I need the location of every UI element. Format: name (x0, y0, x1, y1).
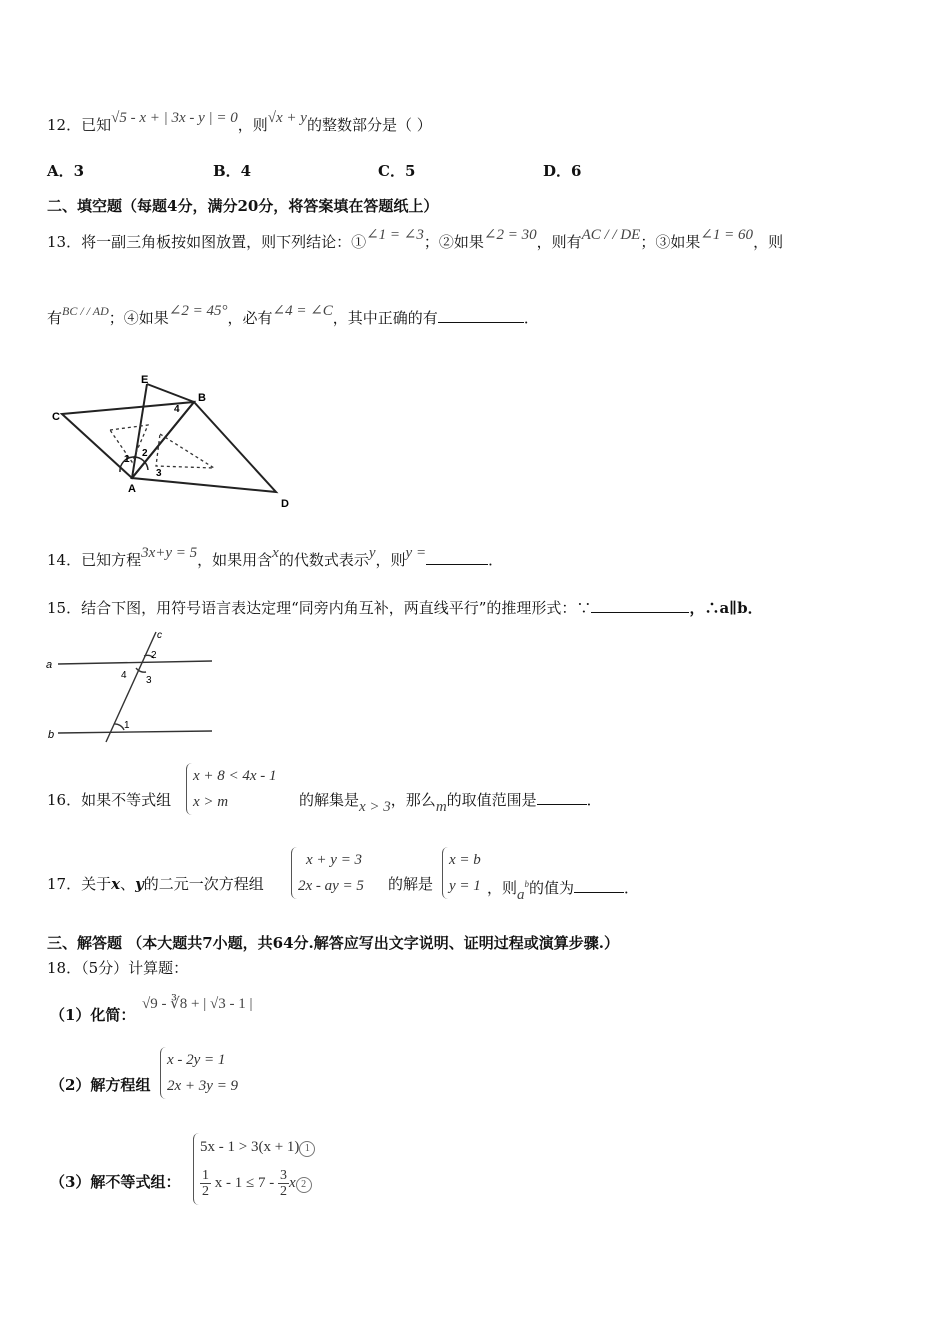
fig15-label-1: 1 (124, 720, 130, 731)
q18-part3-label: （3）解不等式组： (50, 1173, 181, 1191)
q16-answer-blank (537, 790, 587, 805)
q13-line2: 有$^{BC / / AD}$；④如果∠2 = 45°，必有∠4 = ∠C，其中正确的有 ． (47, 303, 539, 327)
q17-system-1: x + y = 3 2x - ay = 5 (291, 847, 364, 899)
q12-option-b: B．4 (213, 162, 252, 180)
fig13-label-2: 2 (142, 448, 148, 459)
q16-stem-start: 16．如果不等式组 (47, 791, 172, 809)
fig13-label-a: A (128, 483, 136, 495)
q12-expr2: √x + y (267, 110, 307, 126)
q15-stem: 15．结合下图，用符号语言表达定理“同旁内角互补，两直线平行”的推理形式：∵ ，∴a∥b． (47, 599, 763, 617)
circled-1: 1 (299, 1141, 315, 1157)
q18-part2-label: （2）解方程组 (50, 1076, 151, 1094)
section-3-heading: 三、解答题 （本大题共7小题，共64分.解答应写出文字说明、证明过程或演算步骤.） (47, 934, 619, 952)
fig13-label-e: E (141, 374, 149, 386)
fig13-label-1: 1 (124, 454, 130, 465)
circled-2: 2 (296, 1177, 312, 1193)
section-2-heading: 二、填空题（每题4分，满分20分，将答案填在答题纸上） (47, 197, 439, 215)
fig13-label-3: 3 (156, 468, 162, 479)
q18-part3-system: 5x - 1 > 3(x + 1) 1 $\frac{1}{2}$ x - 1 ≤ 7 - $\frac{3}{2}$ x 2 (193, 1133, 315, 1205)
fig13-label-d: D (281, 498, 289, 510)
q15-answer-blank (591, 598, 689, 613)
fig13-label-b: B (198, 392, 206, 404)
q16-stem-end: 的解集是x > 3，那么m的取值范围是 ． (299, 791, 602, 815)
fig15-label-b: b (48, 729, 55, 741)
q16-system: x + 8 < 4x - 1 x > m (186, 763, 277, 815)
fig15-label-4: 4 (121, 670, 127, 681)
q17-system-2: x = b y = 1 (442, 847, 481, 899)
fig13-label-4: 4 (174, 404, 180, 415)
q12-expr1: √5 - x + | 3x - y | = 0 (111, 110, 238, 126)
q14-answer-blank (426, 550, 488, 565)
q14-stem: 14．已知方程3x+y = 5，如果用含x的代数式表示y，则y = ． (47, 545, 504, 569)
fraction-three-halves: $\frac{3}{2}$ (279, 1168, 287, 1200)
q17-stem-end: ，则$a^b$的值为 ． (487, 879, 640, 903)
fig15-label-3: 3 (146, 675, 152, 686)
fraction-half: $\frac{1}{2}$ (202, 1168, 209, 1200)
fig15-label-a: a (46, 659, 53, 671)
q17-stem-start: 17．关于x、y的二元一次方程组 (47, 875, 264, 893)
q12-stem: 12．已知√5 - x + | 3x - y | = 0，则√x + y的整数部分是（ ） (47, 110, 432, 134)
fig15-label-2: 2 (151, 650, 157, 661)
q18-title: 18．（5分）计算题： (47, 959, 189, 977)
q17-answer-blank (574, 878, 624, 893)
q15-figure (44, 628, 224, 746)
q12-option-a: A．3 (47, 162, 85, 180)
q18-part1-label: （1）化简： (50, 1006, 136, 1024)
q18-part2-system: x - 2y = 1 2x + 3y = 9 (160, 1047, 238, 1099)
q12-option-c: C．5 (378, 162, 416, 180)
q18-part1-expr: √9 - ∛8 + | √3 - 1 | (142, 996, 253, 1012)
q17-stem-mid: 的解是 (388, 875, 434, 893)
q13-answer-blank (438, 308, 524, 323)
q12-option-d: D．6 (543, 162, 582, 180)
q13-figure (48, 370, 298, 510)
fig15-label-c: c (157, 630, 162, 641)
fig13-label-c: C (52, 411, 60, 423)
q13-line1: 13．将一副三角板按如图放置，则下列结论：①∠1 = ∠3；②如果∠2 = 30，则有AC / / DE；③如果∠1 = 60，则 (47, 227, 784, 251)
